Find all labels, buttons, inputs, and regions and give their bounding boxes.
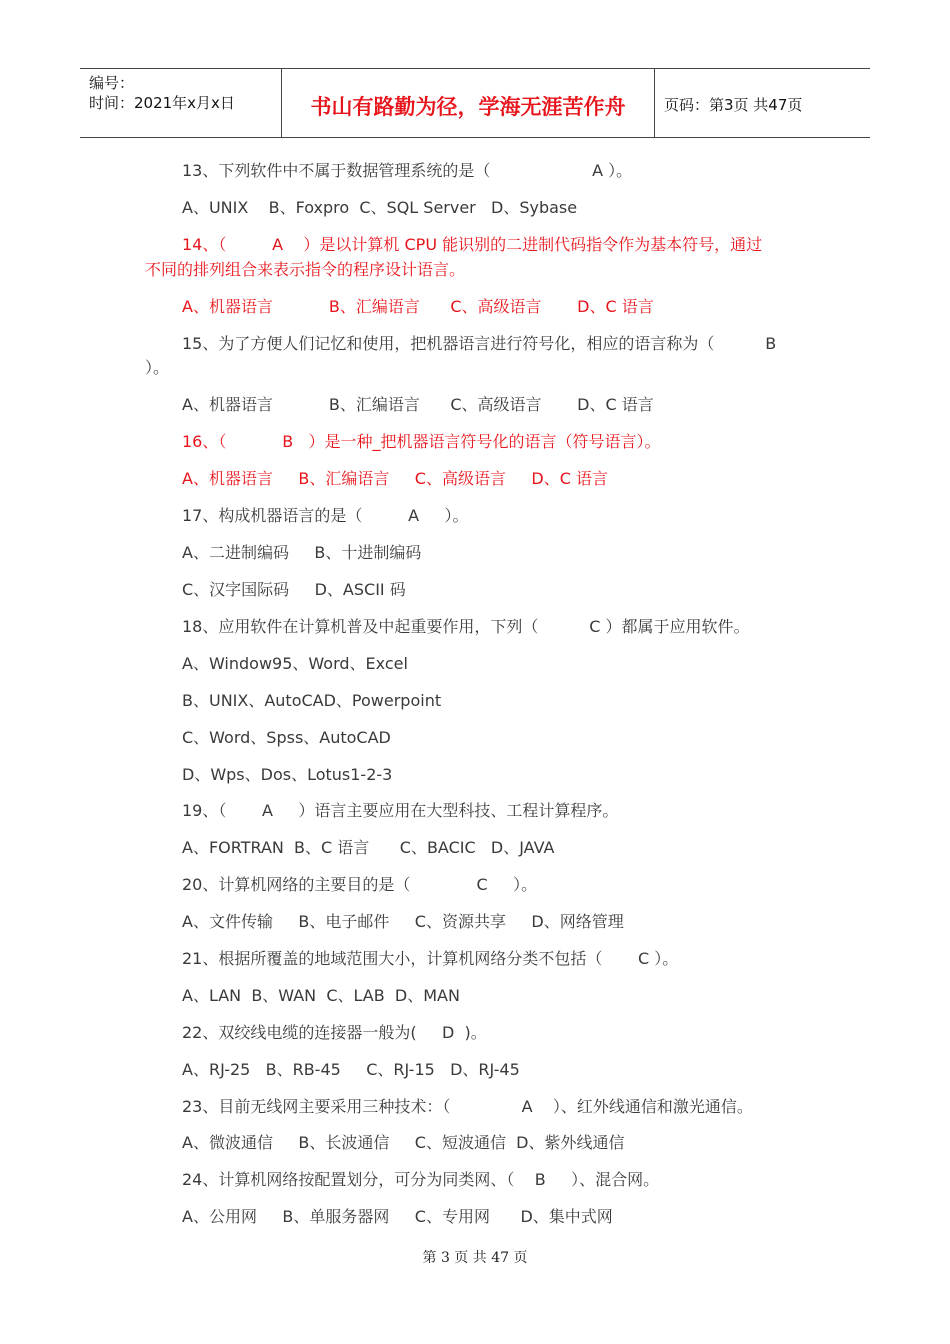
- option-line: A、文件传输 B、电子邮件 C、资源共享 D、网络管理: [182, 912, 624, 931]
- option-line: A、RJ-25 B、RB-45 C、RJ-15 D、RJ-45: [182, 1060, 520, 1079]
- option-line: A、微波通信 B、长波通信 C、短波通信 D、紫外线通信: [182, 1133, 625, 1152]
- option-line: D、Wps、Dos、Lotus1-2-3: [182, 765, 393, 784]
- question-line: 23、目前无线网主要采用三种技术：（ A ）、红外线通信和激光通信。: [182, 1097, 753, 1116]
- question-line: 24、计算机网络按配置划分，可分为同类网、（ B ）、混合网。: [182, 1170, 660, 1189]
- question-line: 13、下列软件中不属于数据管理系统的是（ A ）。: [182, 161, 633, 180]
- question-line: 16、（ B ）是一种_把机器语言符号化的语言（符号语言）。: [182, 432, 661, 451]
- question-line: 20、计算机网络的主要目的是（ C ）。: [182, 875, 538, 894]
- question-line: 19、（ A ）语言主要应用在大型科技、工程计算程序。: [182, 801, 619, 820]
- header-meta-cell: [80, 69, 282, 137]
- option-line: A、机器语言 B、汇编语言 C、高级语言 D、C 语言: [182, 395, 654, 414]
- question-line-continued: 不同的排列组合来表示指令的程序设计语言。: [145, 260, 466, 279]
- header-motto-cell: [282, 69, 655, 137]
- header-page-code: 页码：第3页 共47页: [664, 96, 803, 114]
- option-line: B、UNIX、AutoCAD、Powerpoint: [182, 691, 442, 710]
- option-line: A、机器语言 B、汇编语言 C、高级语言 D、C 语言: [182, 297, 654, 316]
- header-page-cell: [655, 69, 870, 137]
- document-time-label: 时间：2021年x月x日: [89, 94, 235, 112]
- question-line: 21、根据所覆盖的地域范围大小，计算机网络分类不包括（ C ）。: [182, 949, 679, 968]
- option-line: A、Window95、Word、Excel: [182, 654, 408, 673]
- option-line: A、公用网 B、单服务器网 C、专用网 D、集中式网: [182, 1207, 613, 1226]
- question-line: 22、双绞线电缆的连接器一般为( D )。: [182, 1023, 487, 1042]
- question-line: 17、构成机器语言的是（ A ）。: [182, 506, 469, 525]
- option-line: A、UNIX B、Foxpro C、SQL Server D、Sybase: [182, 198, 578, 217]
- option-line: C、Word、Spss、AutoCAD: [182, 728, 391, 747]
- option-line: A、LAN B、WAN C、LAB D、MAN: [182, 986, 460, 1005]
- document-number-label: 编号：: [89, 74, 135, 92]
- question-line-continued: ）。: [145, 358, 170, 377]
- option-line: C、汉字国际码 D、ASCII 码: [182, 580, 406, 599]
- question-line: 18、应用软件在计算机普及中起重要作用，下列（ C ）都属于应用软件。: [182, 617, 750, 636]
- header-motto: 书山有路勤为径，学海无涯苦作舟: [310, 95, 626, 119]
- page-footer: 第 3 页 共 47 页: [422, 1250, 528, 1266]
- option-line: A、机器语言 B、汇编语言 C、高级语言 D、C 语言: [182, 469, 608, 488]
- option-line: A、二进制编码 B、十进制编码: [182, 543, 422, 562]
- question-line: 14、（ A ）是以计算机 CPU 能识别的二进制代码指令作为基本符号，通过: [182, 235, 763, 254]
- option-line: A、FORTRAN B、C 语言 C、BACIC D、JAVA: [182, 838, 555, 857]
- question-line: 15、为了方便人们记忆和使用，把机器语言进行符号化，相应的语言称为（ B: [182, 334, 777, 353]
- page-header: [80, 68, 870, 138]
